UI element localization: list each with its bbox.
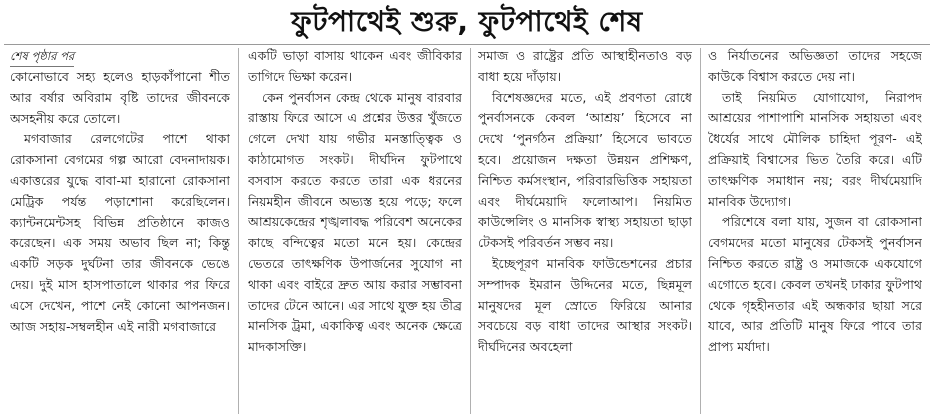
paragraph: তাই নিয়মিত যোগাযোগ, নিরাপদ আশ্রয়ের পাশাপাশি মানসিক সহায়তা এবং ধৈর্যের সাথে মৌলিক চাহিদা পূরণ- এই প্রক্রিয়াই বিশ্বাসের ভিত তৈরি করে। এটি তাৎক্ষণিক সমাধান নয়; বরং দীর্ঘমেয়াদি মানবিক উদ্যোগ। [708,89,922,209]
article-column-4 [708,46,922,418]
article-column-3 [478,46,692,418]
continued-kicker: শেষ পৃষ্ঠার পর [10,46,74,67]
paragraph: ও নির্যাতনের অভিজ্ঞতা তাদের সহজে কাউকে বিশ্বাস করতে দেয় না। [708,48,922,84]
column-divider [238,48,239,414]
paragraph: সমাজ ও রাষ্ট্রের প্রতি আস্থাহীনতাও বড় বাধা হয়ে দাঁড়ায়। [478,48,692,84]
column-divider [700,48,701,414]
headline-divider [4,44,930,45]
article-headline: ফুটপাথেই শুরু, ফুটপাথেই শেষ [291,5,643,38]
column-divider [470,48,471,414]
paragraph: পরিশেষে বলা যায়, সুজন বা রোকসানা বেগমদের মতো মানুষের টেকসই পুনর্বাসন নিশ্চিত করতে রাষ্ট্র ও সমাজকে একযোগে এগোতে হবে। কেবল তখনই ঢাকার ফুটপাথ থেকে গৃহহীনতার এই অন্ধকার ছায়া সরে যাবে, আর প্রতিটি মানুষ ফিরে পাবে তার প্রাপ্য মর্যাদা। [708,214,922,355]
paragraph: কেন পুনর্বাসন কেন্দ্র থেকে মানুষ বারবার রাস্তায় ফিরে আসে এ প্রশ্নের উত্তর খুঁজতে গেলে দেখা যায় গভীর মনস্তাত্ত্বিক ও কাঠামোগত সংকট। দীর্ঘদিন ফুটপাথে বসবাস করতে করতে তারা এক ধরনের নিয়মহীন জীবনে অভ্যস্ত হয়ে পড়ে; ফলে আশ্রয়কেন্দ্রের শৃঙ্খলাবদ্ধ পরিবেশ অনেকের কাছে বন্দিত্বের মতো মনে হয়। কেন্দ্রের ভেতরে তাৎক্ষণিক উপার্জনের সুযোগ না থাকা এবং বাইরে দ্রুত আয় করার সম্ভাবনা তাদের টেনে আনে। এর সাথে যুক্ত হয় তীব্র মানসিক ট্রমা, একাকিত্ব এবং অনেক ক্ষেত্রে মাদকাসক্তি। [248,89,462,355]
article-column-1 [10,46,230,418]
paragraph: বিশেষজ্ঞদের মতে, এই প্রবণতা রোধে পুনর্বাসনকে কেবল ‘আশ্রয়’ হিসেবে না দেখে ‘পুনর্গঠন প্রক্রিয়া’ হিসেবে ভাবতে হবে। প্রয়োজন দক্ষতা উন্নয়ন প্রশিক্ষণ, নিশ্চিত কর্মসংস্থান, পরিবারভিত্তিক সহায়তা এবং দীর্ঘমেয়াদি ফলোআপ। নিয়মিত কাউন্সেলিং ও মানসিক স্বাস্থ্য সহায়তা ছাড়া টেকসই পরিবর্তন সম্ভব নয়। [478,89,692,251]
article-column-2 [248,46,462,418]
paragraph: ইচ্ছেপূরণ মানবিক ফাউন্ডেশনের প্রচার সম্পাদক ইমরান উদ্দিনের মতে, ছিন্নমূল মানুষদের মূল স্রোতে ফিরিয়ে আনার সবচেয়ে বড় বাধা তাদের আস্থার সংকট। দীর্ঘদিনের অবহেলা [478,255,692,355]
paragraph: কোনোভাবে সহ্য হলেও হাড়কাঁপানো শীত আর বর্ষার অবিরাম বৃষ্টি তাদের জীবনকে অসহনীয় করে তোলে। [10,69,230,126]
paragraph: একটি ভাড়া বাসায় থাকেন এবং জীবিকার তাগিদে ভিক্ষা করেন। [248,48,462,84]
paragraph: মগবাজার রেলগেটের পাশে থাকা রোকসানা বেগমের গল্প আরো বেদনাদায়ক। একাত্তরের যুদ্ধে বাবা-মা হারানো রোকসানা মেট্রিক পর্যন্ত পড়াশোনা করেছিলেন। ক্যান্টনমেন্টসহ বিভিন্ন প্রতিষ্ঠানে কাজও করেছেন। এক সময় অভাব ছিল না; কিন্তু একটি সড়ক দুর্ঘটনা তার জীবনকে ভেঙে দেয়। দুই মাস হাসপাতালে থাকার পর ফিরে এসে দেখেন, পাশে নেই কোনো আপনজন। আজ সহায়-সম্বলহীন এই নারী মগবাজারে [10,131,230,334]
